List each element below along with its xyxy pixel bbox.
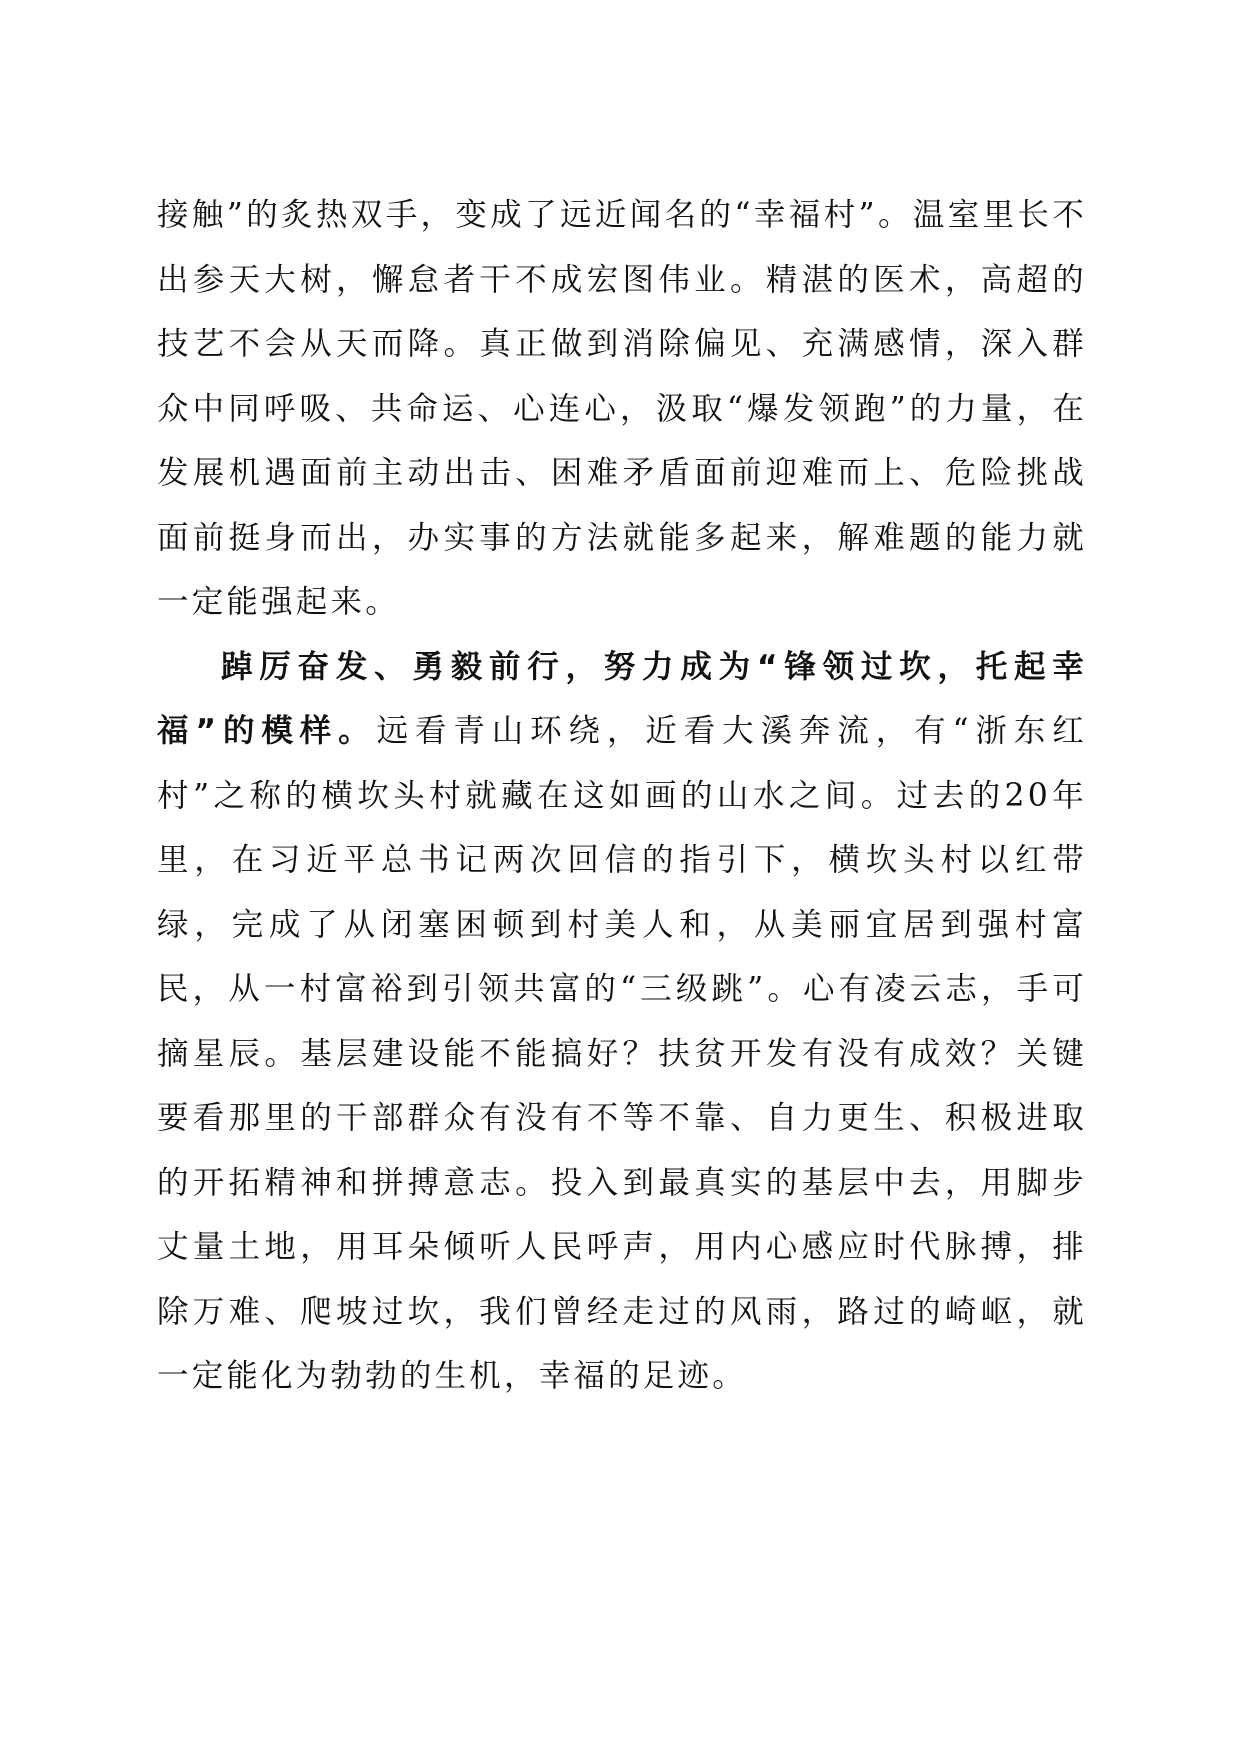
paragraph-section	[157, 635, 1087, 1409]
paragraph-1-text: 接触”的炙热双手，变成了远近闻名的“幸福村”。温室里长不出参天大树，懈怠者干不成宏图伟业。精湛的医术，高超的技艺不会从天而降。真正做到消除偏见、充满感情，深入群众中同呼吸、共命运、心连心，汲取“爆发领跑”的力量，在发展机遇面前主动出击、困难矛盾面前迎难而上、危险挑战面前挺身而出，办实事的方法就能多起来，解难题的能力就一定能强起来。	[157, 197, 1087, 620]
paragraph-2-text: 远看青山环绕，近看大溪奔流，有“浙东红村”之称的横坎头村就藏在这如画的山水之间。过去的20年里，在习近平总书记两次回信的指引下，横坎头村以红带绿，完成了从闭塞困顿到村美人和，从美丽宜居到强村富民，从一村富裕到引领共富的“三级跳”。心有凌云志，手可摘星辰。基层建设能不能搞好？扶贫开发有没有成效？关键要看那里的干部群众有没有不等不靠、自力更生、积极进取的开拓精神和拼搏意志。投入到最真实的基层中去，用脚步丈量土地，用耳朵倾听人民呼声，用内心感应时代脉搏，排除万难、爬坡过坎，我们曾经走过的风雨，路过的崎岖，就一定能化为勃勃的生机，幸福的足迹。	[157, 713, 1087, 1394]
paragraph-continuation	[157, 183, 1087, 635]
paragraph-heading: 踔厉奋发、勇毅前行，努力成为“锋领过坎，托起幸福”的模样。	[157, 648, 1087, 749]
document-body	[157, 183, 1087, 1409]
